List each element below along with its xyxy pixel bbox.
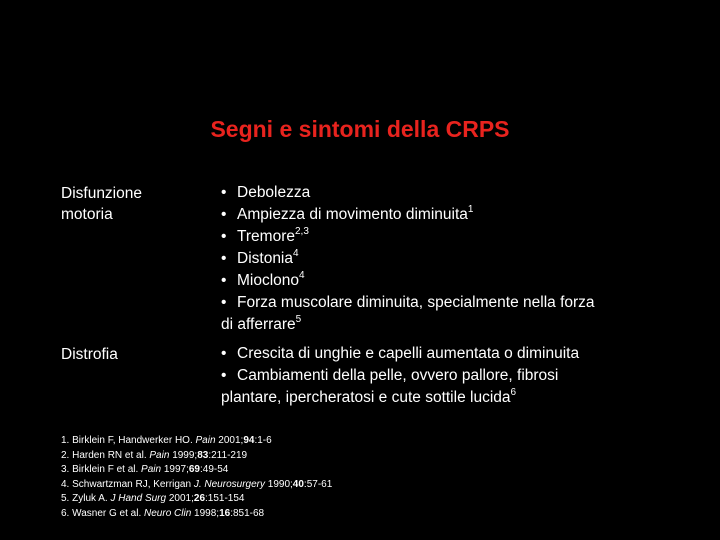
reference-item: 4. Schwartzman RJ, Kerrigan J. Neurosurgery 1990;40:57-61: [61, 478, 333, 490]
reference-item: 1. Birklein F, Handwerker HO. Pain 2001;94:1-6: [61, 435, 272, 446]
reference-item: 6. Wasner G et al. Neuro Clin 1998;16:851-68: [61, 507, 265, 519]
list-item: • Tremore$^{2,3}$: [221, 226, 595, 248]
slide-title: Segni e sintomi della CRPS: [210, 116, 510, 142]
list-item: • Forza muscolare diminuita, specialmente nella forza: [221, 292, 595, 314]
reference-item: 3. Birklein F et al. Pain 1997;69:49-54: [61, 464, 229, 475]
list-item: • Ampiezza di movimento diminuita$^1$: [221, 204, 595, 226]
list-item: • Mioclono$^4$: [221, 270, 595, 292]
label-line: motoria: [61, 206, 113, 223]
bullet-icon: •: [221, 294, 227, 311]
list-item: • Distonia$^4$: [221, 248, 595, 270]
bullet-icon: •: [221, 345, 227, 362]
list-item: • Crescita di unghie e capelli aumentata o diminuita: [221, 343, 579, 365]
list-item-continuation: plantare, ipercheratosi e cute sottile lucida$^6$: [221, 386, 517, 406]
bullet-list-dystrophy: [221, 343, 579, 409]
bullet-icon: •: [221, 228, 227, 245]
bullet-list-motor: [221, 182, 595, 336]
section-label-motor: [61, 183, 142, 225]
list-item-continuation: di afferrare$^5$: [221, 313, 302, 333]
bullet-icon: •: [221, 184, 227, 201]
reference-item: 2. Harden RN et al. Pain 1999;83:211-219: [61, 449, 248, 461]
bullet-icon: •: [221, 250, 227, 267]
list-item: • Debolezza: [221, 182, 595, 204]
bullet-icon: •: [221, 272, 227, 289]
list-item: • Cambiamenti della pelle, ovvero pallore, fibrosi: [221, 365, 579, 387]
references-list: [61, 434, 332, 521]
label-line: Distrofia: [61, 346, 118, 363]
label-line: Disfunzione: [61, 185, 142, 202]
reference-item: 5. Zyluk A. J Hand Surg 2001;26:151-154: [61, 493, 245, 504]
section-label-dystrophy: [61, 344, 118, 365]
bullet-icon: •: [221, 367, 227, 384]
bullet-icon: •: [221, 206, 227, 223]
